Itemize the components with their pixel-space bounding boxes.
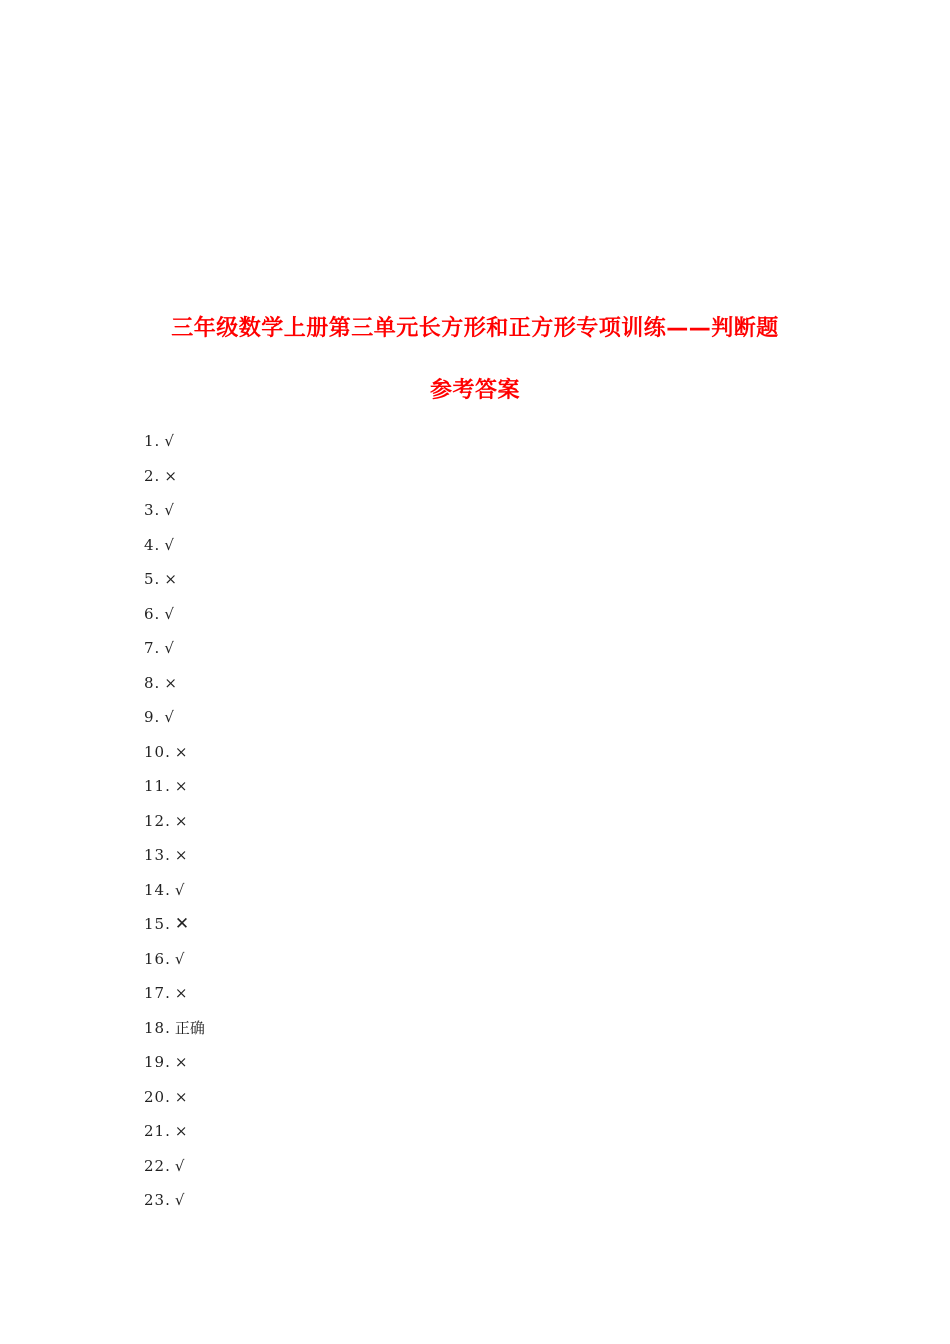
answer-number: 7.: [144, 639, 161, 657]
answer-mark: √: [164, 708, 174, 726]
answer-mark: √: [164, 501, 174, 519]
answer-number: 5.: [144, 570, 161, 588]
answer-mark: ×: [174, 777, 188, 795]
answer-item: [144, 1045, 644, 1080]
answer-number: 10.: [144, 742, 171, 761]
answer-number: 13.: [144, 846, 171, 864]
answer-number: 18.: [144, 1018, 171, 1037]
answer-item: [144, 873, 644, 908]
answer-mark: ×: [174, 742, 188, 761]
answer-number: 21.: [144, 1122, 171, 1140]
answer-item: [144, 1080, 644, 1115]
answer-number: 14.: [144, 880, 171, 899]
answer-mark: √: [174, 880, 185, 899]
answer-mark: √: [164, 535, 174, 554]
answer-mark: 正确: [174, 1018, 205, 1037]
answer-number: 2.: [144, 466, 161, 485]
answer-mark: √: [164, 639, 174, 657]
answer-list: [144, 424, 644, 1218]
answer-number: 3.: [144, 501, 161, 519]
answer-item: [144, 666, 644, 701]
answer-number: 19.: [144, 1053, 171, 1071]
answer-mark: √: [164, 604, 174, 623]
answer-number: 6.: [144, 604, 161, 623]
answer-number: 12.: [144, 811, 171, 830]
answer-mark: ×: [174, 1122, 188, 1140]
answer-item: [144, 907, 644, 942]
answer-mark: ×: [174, 811, 188, 830]
answer-mark: ✕: [174, 914, 190, 934]
answer-item: [144, 735, 644, 770]
answer-item: [144, 838, 644, 873]
answer-number: 22.: [144, 1156, 171, 1175]
answer-mark: √: [174, 1191, 185, 1209]
answer-item: [144, 1149, 644, 1184]
answer-mark: ×: [174, 1053, 188, 1071]
answer-item: [144, 804, 644, 839]
answer-mark: ×: [174, 846, 188, 864]
answer-number: 8.: [144, 673, 161, 692]
answer-number: 1.: [144, 432, 161, 450]
answer-item: [144, 528, 644, 563]
answer-item: [144, 493, 644, 528]
answer-number: 20.: [144, 1087, 171, 1106]
answer-item: [144, 700, 644, 735]
answer-mark: √: [174, 1156, 185, 1175]
answer-number: 11.: [144, 777, 171, 795]
answer-mark: √: [174, 949, 185, 968]
answer-mark: √: [164, 432, 174, 450]
answer-item: [144, 424, 644, 459]
answer-item: [144, 942, 644, 977]
answer-number: 9.: [144, 708, 161, 726]
answer-item: [144, 1114, 644, 1149]
answer-item: [144, 1011, 644, 1046]
answer-number: 4.: [144, 535, 161, 554]
answer-mark: ×: [174, 1087, 188, 1106]
answer-item: [144, 459, 644, 494]
answer-item: [144, 976, 644, 1011]
answer-number: 15.: [144, 915, 171, 933]
document-subtitle: 参考答案: [429, 378, 520, 403]
answer-item: [144, 631, 644, 666]
answer-item: [144, 769, 644, 804]
answer-mark: ×: [164, 673, 177, 692]
answer-number: 17.: [144, 984, 171, 1002]
answer-mark: ×: [164, 466, 177, 485]
document-title: 三年级数学上册第三单元长方形和正方形专项训练——判断题: [171, 316, 779, 341]
answer-item: [144, 1183, 644, 1218]
answer-number: 23.: [144, 1191, 171, 1209]
answer-item: [144, 597, 644, 632]
answer-item: [144, 562, 644, 597]
answer-number: 16.: [144, 949, 171, 968]
answer-mark: ×: [164, 570, 177, 588]
answer-mark: ×: [174, 984, 188, 1002]
